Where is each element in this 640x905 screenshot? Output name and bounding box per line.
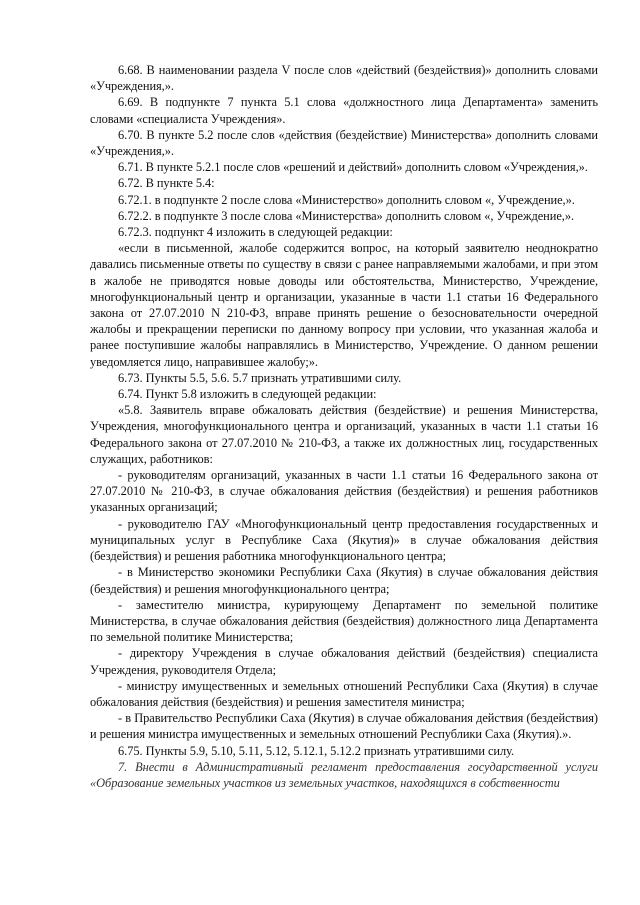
list-item: - заместителю министра, курирующему Департамент по земельной политике Министерства, в случае обжалования действия (бездействия) должностного лица Департамента по земельной политике Министерства; (90, 597, 598, 645)
paragraph-6-71: 6.71. В пункте 5.2.1 после слов «решений и действий» дополнить словом «Учреждения,». (118, 160, 588, 175)
paragraph-6-68: 6.68. В наименовании раздела V после слов «действий (бездействия)» дополнить словами «Учреждения,». (90, 63, 598, 94)
paragraph-6-74: 6.74. Пункт 5.8 изложить в следующей редакции: (118, 387, 377, 402)
list-item: - директору Учреждения в случае обжалования действий (бездействия) специалиста Учреждения, руководителя Отдела; (90, 646, 598, 677)
paragraph-6-70: 6.70. В пункте 5.2 после слов «действия (бездействие) Министерства» дополнить словами «Учреждения,». (90, 127, 598, 159)
paragraph-6-72-3: 6.72.3. подпункт 4 изложить в следующей редакции: (118, 225, 393, 240)
paragraph-6-75: 6.75. Пункты 5.9, 5.10, 5.11, 5.12, 5.12.1, 5.12.2 признать утратившими силу. (118, 743, 515, 758)
list-item: - в Правительство Республики Саха (Якутия) в случае обжалования действия (бездействия) и решения министра имущественных и земельных отношений Республики Саха (Якутия).». (90, 711, 598, 742)
paragraph-6-69: 6.69. В подпункте 7 пункта 5.1 слова «должностного лица Департамента» заменить словами «специалиста Учреждения». (90, 95, 598, 126)
paragraph-6-72-1: 6.72.1. в подпункте 2 после слова «Министерство» дополнить словом «, Учреждение,». (118, 192, 575, 207)
paragraph-6-72-2: 6.72.2. в подпункте 3 после слова «Министерства» дополнить словом «, Учреждение,». (118, 208, 575, 223)
paragraph-6-72: 6.72. В пункте 5.4: (118, 176, 215, 191)
quoted-subclause-4: «если в письменной, жалобе содержится вопрос, на который заявителю неоднократно давались письменные ответы по существу в связи с ранее направляемыми жалобами, и при этом в жалобе не приводятся новые доводы или обстоятельства, Министерство, Учреждение, многофункциональный центр и организации, указанные в части 1.1 статьи 16 Федерального закона от 27.07.2010 N 210-ФЗ, вправе принять решение о безосновательности очередной жалобы и прекращении переписки по данному вопросу при условии, что указанная жалоба и ранее поступившие жалобы направлялись в Министерство, Учреждение. О данном решении уведомляется лицо, направившее жалобу;». (90, 241, 598, 369)
list-item: - министру имущественных и земельных отношений Республики Саха (Якутия) в случае обжалования действия (бездействия) и решения заместителя министра; (90, 678, 598, 709)
paragraph-6-73: 6.73. Пункты 5.5, 5.6. 5.7 признать утратившими силу. (118, 370, 402, 385)
list-item: - в Министерство экономики Республики Саха (Якутия) в случае обжалования действия (бездействия) и решения многофункционального центра; (90, 565, 598, 596)
list-item: - руководителям организаций, указанных в части 1.1 статьи 16 Федерального закона от 27.07.2010 № 210-ФЗ, в случае обжалования действия (бездействия) и решения работников указанных организаций; (90, 468, 598, 515)
quoted-clause-5-8: «5.8. Заявитель вправе обжаловать действия (бездействие) и решения Министерства, Учреждения, многофункционального центра и организаций, указанных в части 1.1 статьи 16 Федерального закона от 27.07.2010 № 210-ФЗ, а также их должностных лиц, государственных служащих, работников: (90, 403, 598, 466)
section-7-heading: 7. Внести в Административный регламент предоставления государственной услуги «Образование земельных участков из земельных участков, находящихся в собственности (90, 759, 598, 790)
list-item: - руководителю ГАУ «Многофункциональный центр предоставления государственных и муниципальных услуг в Республике Саха (Якутия)» в случае обжалования действия (бездействия) и решения работника многофункционального центра; (90, 516, 598, 564)
